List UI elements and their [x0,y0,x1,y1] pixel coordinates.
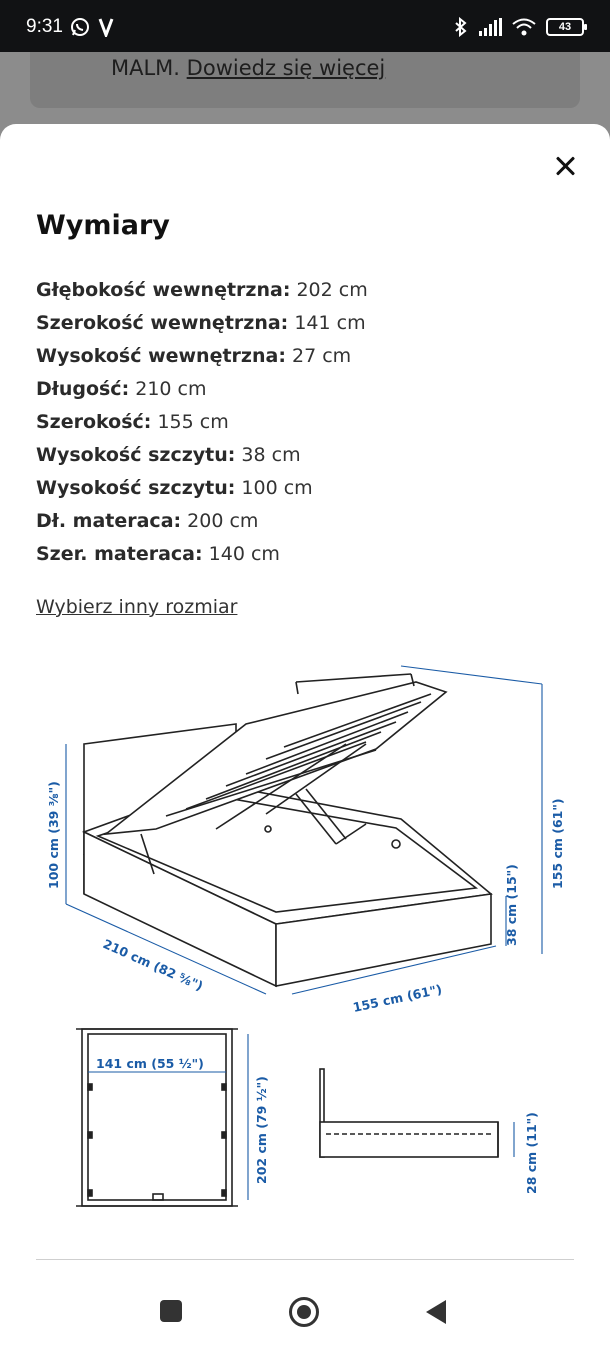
dimension-row [36,406,368,439]
dimension-row [36,373,368,406]
learn-more-link[interactable]: Dowiedz się więcej [186,56,386,80]
battery-level: 43 [558,21,572,33]
dimension-value: 155 cm [157,411,229,433]
dimension-row [36,340,368,373]
bluetooth-icon [454,17,468,37]
dimension-label: Wysokość wewnętrzna: [36,345,286,367]
dimension-label: Długość: [36,378,130,400]
headboard-height-label: 100 cm (39 ⅜") [46,781,61,889]
v-app-icon [98,17,114,37]
dimension-label: Wysokość szczytu: [36,444,236,466]
dimension-label: Szerokość: [36,411,152,433]
dimension-row [36,472,368,505]
side-height-value: 38 cm (15") [504,864,519,946]
inner-length-label: 202 cm (79 ½") [254,1076,269,1184]
side-height-label [504,864,519,946]
dimension-label: Wysokość szczytu: [36,477,236,499]
choose-other-size-link[interactable]: Wybierz inny rozmiar [36,596,238,618]
dimension-value: 210 cm [135,378,207,400]
sheet-title: Wymiary [36,210,170,241]
recent-apps-icon[interactable] [160,1300,182,1322]
dimension-label: Głębokość wewnętrzna: [36,279,291,301]
battery-icon [546,18,584,36]
wifi-icon [512,18,536,36]
dimension-value: 140 cm [208,543,280,565]
dimension-label: Dł. materaca: [36,510,182,532]
width-label: 155 cm (61") [351,981,444,1015]
status-bar [0,0,610,52]
dimension-value: 100 cm [241,477,313,499]
divider [36,1259,574,1260]
dimension-label: Szer. materaca: [36,543,203,565]
background-text [111,56,385,80]
signal-icon [478,18,502,36]
dimensions-list [36,274,368,571]
back-icon[interactable] [426,1300,446,1324]
total-height-label: 155 cm (61") [550,798,565,889]
inner-width-label: 141 cm (55 ½") [96,1056,204,1071]
inner-height-label: 28 cm (11") [524,1112,539,1194]
length-label: 210 cm (82 ⅝") [100,936,206,994]
bed-dimension-drawing [36,664,576,1214]
dimension-row [36,439,368,472]
dimension-row [36,274,368,307]
close-button[interactable] [552,152,580,180]
dimension-value: 200 cm [187,510,259,532]
bed-illustration [76,674,498,1206]
home-icon[interactable] [289,1297,319,1327]
dimension-value: 38 cm [241,444,301,466]
status-right-icons [454,17,584,37]
dimension-value: 27 cm [291,345,352,367]
dimension-value: 202 cm [296,279,368,301]
status-left-icons [70,17,114,37]
background-text-prefix: MALM. [111,56,180,80]
status-time: 9:31 [26,16,63,37]
system-navigation-bar [0,1272,610,1356]
dimension-row [36,505,368,538]
whatsapp-icon [70,17,90,37]
dimensions-sheet [0,124,610,1356]
dimension-label: Szerokość wewnętrzna: [36,312,289,334]
dimension-value: 141 cm [294,312,366,334]
dimension-row [36,538,368,571]
dimension-row [36,307,368,340]
